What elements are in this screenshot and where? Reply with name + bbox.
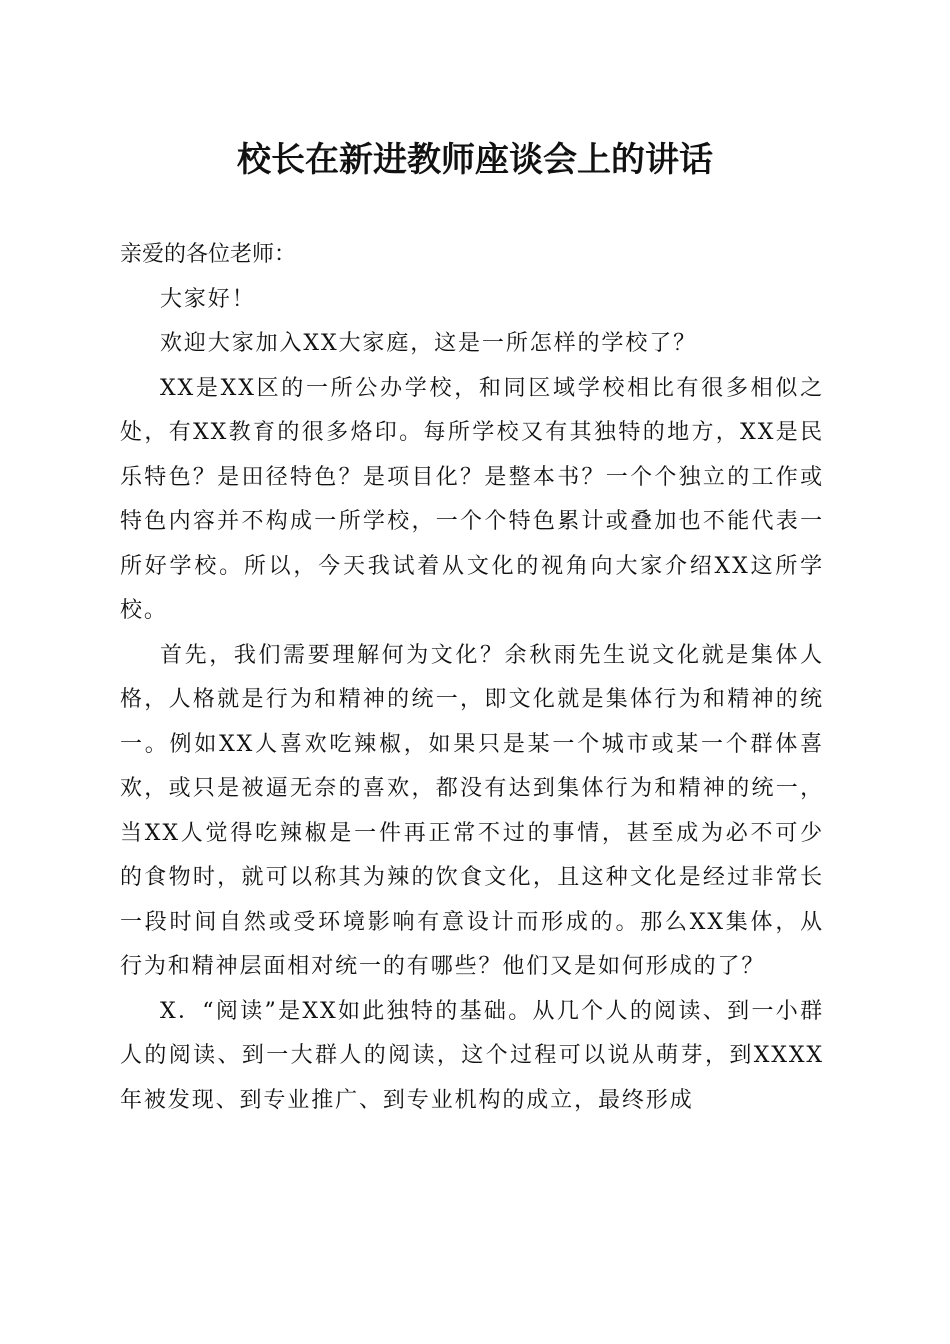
paragraph-school-intro: XX是XX区的一所公办学校，和同区域学校相比有很多相似之处，有XX教育的很多烙印。每所学校又有其独特的地方，XX是民乐特色？是田径特色？是项目化？是整本书？一个个独立的工作或特色内容并不构成一所学校，一个个特色累计或叠加也不能代表一所好学校。所以，今天我试着从文化的视角向大家介绍XX这所学校。 — [120, 375, 824, 623]
salutation: 亲爱的各位老师： — [120, 242, 297, 267]
paragraph-reading: X．“阅读”是XX如此独特的基础。从几个人的阅读、到一小群人的阅读、到一大群人的阅读，这个过程可以说从萌芽，到XXXX年被发现、到专业推广、到专业机构的成立，最终形成 — [120, 998, 824, 1113]
paragraph-welcome: 欢迎大家加入XX大家庭，这是一所怎样的学校了？ — [160, 331, 698, 356]
paragraph-culture: 首先，我们需要理解何为文化？余秋雨先生说文化就是集体人格，人格就是行为和精神的统一，即文化就是集体行为和精神的统一。例如XX人喜欢吃辣椒，如果只是某一个城市或某一个群体喜欢，或只是被逼无奈的喜欢，都没有达到集体行为和精神的统一，当XX人觉得吃辣椒是一件再正常不过的事情，甚至成为必不可少的食物时，就可以称其为辣的饮食文化，且这种文化是经过非常长一段时间自然或受环境影响有意设计而形成的。那么XX集体，从行为和精神层面相对统一的有哪些？他们又是如何形成的了？ — [120, 642, 824, 979]
document-body — [120, 233, 824, 1123]
paragraph-greeting: 大家好！ — [160, 286, 256, 312]
document-title: 校长在新进教师座谈会上的讲话 — [237, 140, 713, 180]
